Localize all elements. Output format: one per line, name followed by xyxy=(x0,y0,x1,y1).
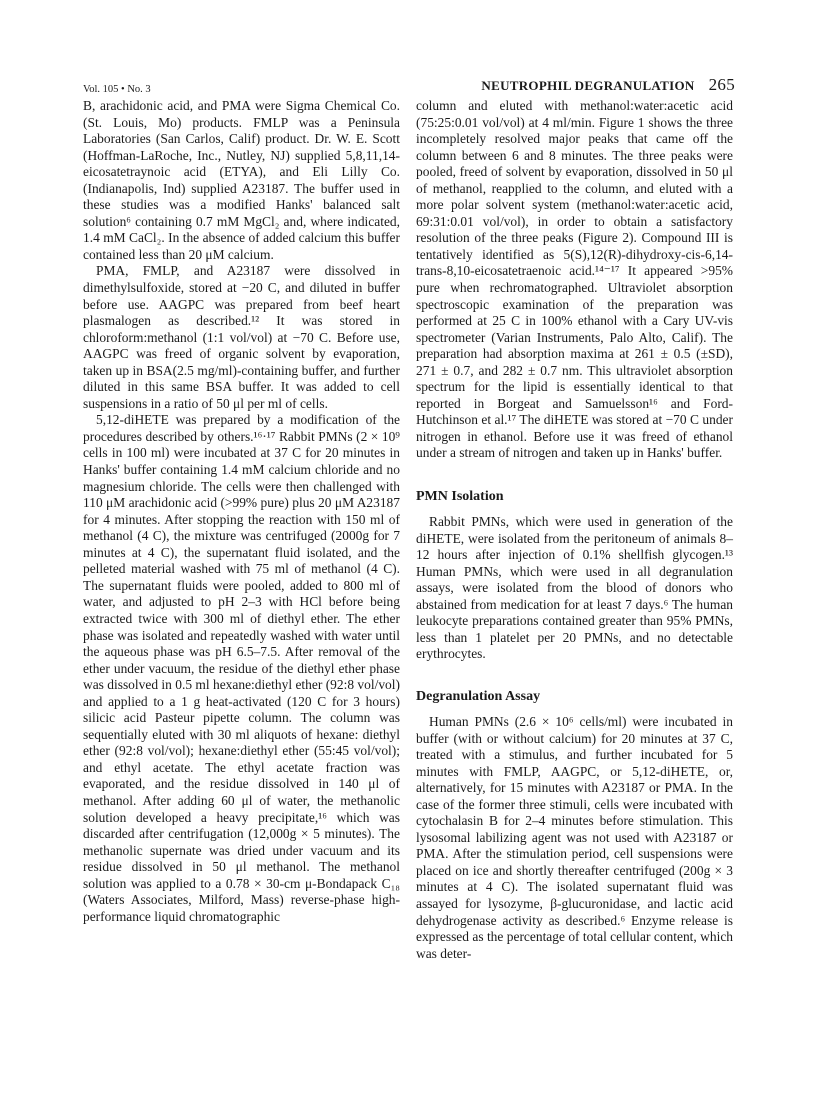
left-column xyxy=(83,98,400,925)
running-header xyxy=(481,76,735,95)
paragraph-materials: B, arachidonic acid, and PMA were Sigma Chemical Co. (St. Louis, Mo) products. FMLP was a Peninsula Laboratories (San Carlos, Calif) product. Dr. W. E. Scott (Hoffman-LaRoche, Inc., Nutley, NJ) supplied 5,8,11,14-eicosatetraynoic acid (ETYA), and Eli Lilly Co. (Indianapolis, Ind) supplied A23187. The buffer used in these studies was a modified Hanks' balanced salt solution⁶ containing 0.7 mM MgCl₂ and, where indicated, 1.4 mM CaCl₂. In the absence of added calcium this buffer contained less than 20 μM calcium. xyxy=(83,98,400,262)
running-header-volume: Vol. 105 • No. 3 xyxy=(83,84,151,95)
section-heading-degranulation-assay: Degranulation Assay xyxy=(416,688,541,704)
running-title: NEUTROPHIL DEGRANULATION xyxy=(481,78,695,93)
paragraph-dihete-continued: column and eluted with methanol:water:acetic acid (75:25:0.01 vol/vol) at 4 ml/min. Figure 1 shows the three incompletely resolved major peaks that came off the column between 6 and 8 minutes. The three peaks were pooled, freed of solvent by evaporation, dissolved in 50 μl of methanol, reapplied to the column, and eluted with a more polar solvent system (methanol:water:acetic acid, 69:31:0.01 vol/vol), in order to obtain a satisfactory resolution of the three peaks (Figure 2). Compound III is tentatively identified as 5(S),12(R)-dihydroxy-cis-6,14-trans-8,10-eicosatetraenoic acid.¹⁴⁻¹⁷ It appeared >95% pure when rechromatographed. Ultraviolet absorption spectroscopic examination of the preparation was performed at 25 C in 100% ethanol with a Cary UV-vis spectrometer (Varian Instruments, Palo Alto, Calif). The preparation had absorption maxima at 261 ± 0.5 (±SD), 271 ± 0.7, and 282 ± 0.7 nm. This ultraviolet absorption spectrum for the lipid is essentially identical to that reported in Borgeat and Samuelsson¹⁶ and Ford-Hutchinson et al.¹⁷ The diHETE was stored at −70 C under nitrogen in ethanol. Before use it was freed of ethanol under a stream of nitrogen and taken up in Hanks' buffer. xyxy=(416,98,733,461)
right-column xyxy=(416,98,733,962)
paragraph-pmn-isolation: Rabbit PMNs, which were used in generation of the diHETE, were isolated from the peritoneum of animals 8–12 hours after injection of 0.1% shellfish glycogen.¹³ Human PMNs, which were used in all degranulation assays, were isolated from the blood of donors who abstained from medication for at least 7 days.⁶ The human leukocyte preparations contained greater than 95% PMNs, less than 1 platelet per 20 PMNs, and no detectable erythrocytes. xyxy=(416,514,733,662)
section-heading-pmn-isolation: PMN Isolation xyxy=(416,489,504,505)
paragraph-dihete-prep: 5,12-diHETE was prepared by a modification of the procedures described by others.¹⁶·¹⁷ Rabbit PMNs (2 × 10⁹ cells in 100 ml) were incubated at 37 C for 20 minutes in Hanks' buffer containing 1.4 mM calcium chloride and no magnesium chloride. The cells were then challenged with 110 μM arachidonic acid (>99% pure) plus 20 μM A23187 for 4 minutes. After stopping the reaction with 150 ml of methanol (4 C), the mixture was centrifuged (2000g for 7 minutes at 4 C), the supernatant fluid isolated, and the pelleted material washed with 75 ml of methanol (4 C). The supernatant fluids were pooled, added to 800 ml of water, and adjusted to pH 2–3 with HCl before being extracted twice with 300 ml of diethyl ether. The ether phase was isolated and repeatedly washed with water until the aqueous phase was pH 6.5–7.5. After removal of the ether under vacuum, the residue of the diethyl ether phase was dissolved in 0.5 ml hexane:diethyl ether (92:8 vol/vol) and applied to a 1 g heat-activated (120 C for 3 hours) silicic acid Pasteur pipette column. The column was sequentially eluted with 30 ml aliquots of hexane: diethyl ether (92:8 vol/vol); hexane:diethyl ether (55:45 vol/vol); and ethyl acetate. The ethyl acetate fraction was evaporated, and the residue dissolved in 140 μl of methanol. After adding 60 μl of water, the methanolic solution developed a heavy precipitate,¹⁶ which was discarded after centrifugation (12,000g × 5 minutes). The methanolic supernate was dried under vacuum and its residue dissolved in 50 μl methanol. The methanol solution was applied to a 0.78 × 30-cm μ-Bondapack C₁₈ (Waters Associates, Milford, Mass) reverse-phase high-performance liquid chromatographic xyxy=(83,412,400,924)
paragraph-degranulation-assay: Human PMNs (2.6 × 10⁶ cells/ml) were incubated in buffer (with or without calcium) for 20 minutes at 37 C, treated with a stimulus, and further incubated for 5 minutes with FMLP, AAGPC, or 5,12-diHETE, or, alternatively, for 15 minutes with A23187 or PMA. In the case of the former three stimuli, cells were incubated with cytochalasin B for 2–4 minutes before stimulation. This lysosomal labilizing agent was not used with A23187 or PMA. After the stimulation period, cell suspensions were placed on ice and shortly thereafter centrifuged (200g × 3 minutes at 4 C). The isolated supernatant fluid was assayed for lysozyme, β-glucuronidase, and lactic acid dehydrogenase activity as described.⁶ Enzyme release is expressed as the percentage of total cellular content, which was deter- xyxy=(416,713,733,961)
page-number: 265 xyxy=(708,75,735,94)
paragraph-reagent-prep: PMA, FMLP, and A23187 were dissolved in dimethylsulfoxide, stored at −20 C, and diluted in buffer before use. AAGPC was prepared from beef heart plasmalogen as described.¹² It was stored in chloroform:methanol (1:1 vol/vol) at −70 C. Before use, AAGPC was freed of organic solvent by evaporation, taken up in BSA(2.5 mg/ml)-containing buffer, and further diluted in this same BSA buffer. It was added to cell suspensions in a ratio of 50 μl per ml of cells. xyxy=(83,263,400,411)
